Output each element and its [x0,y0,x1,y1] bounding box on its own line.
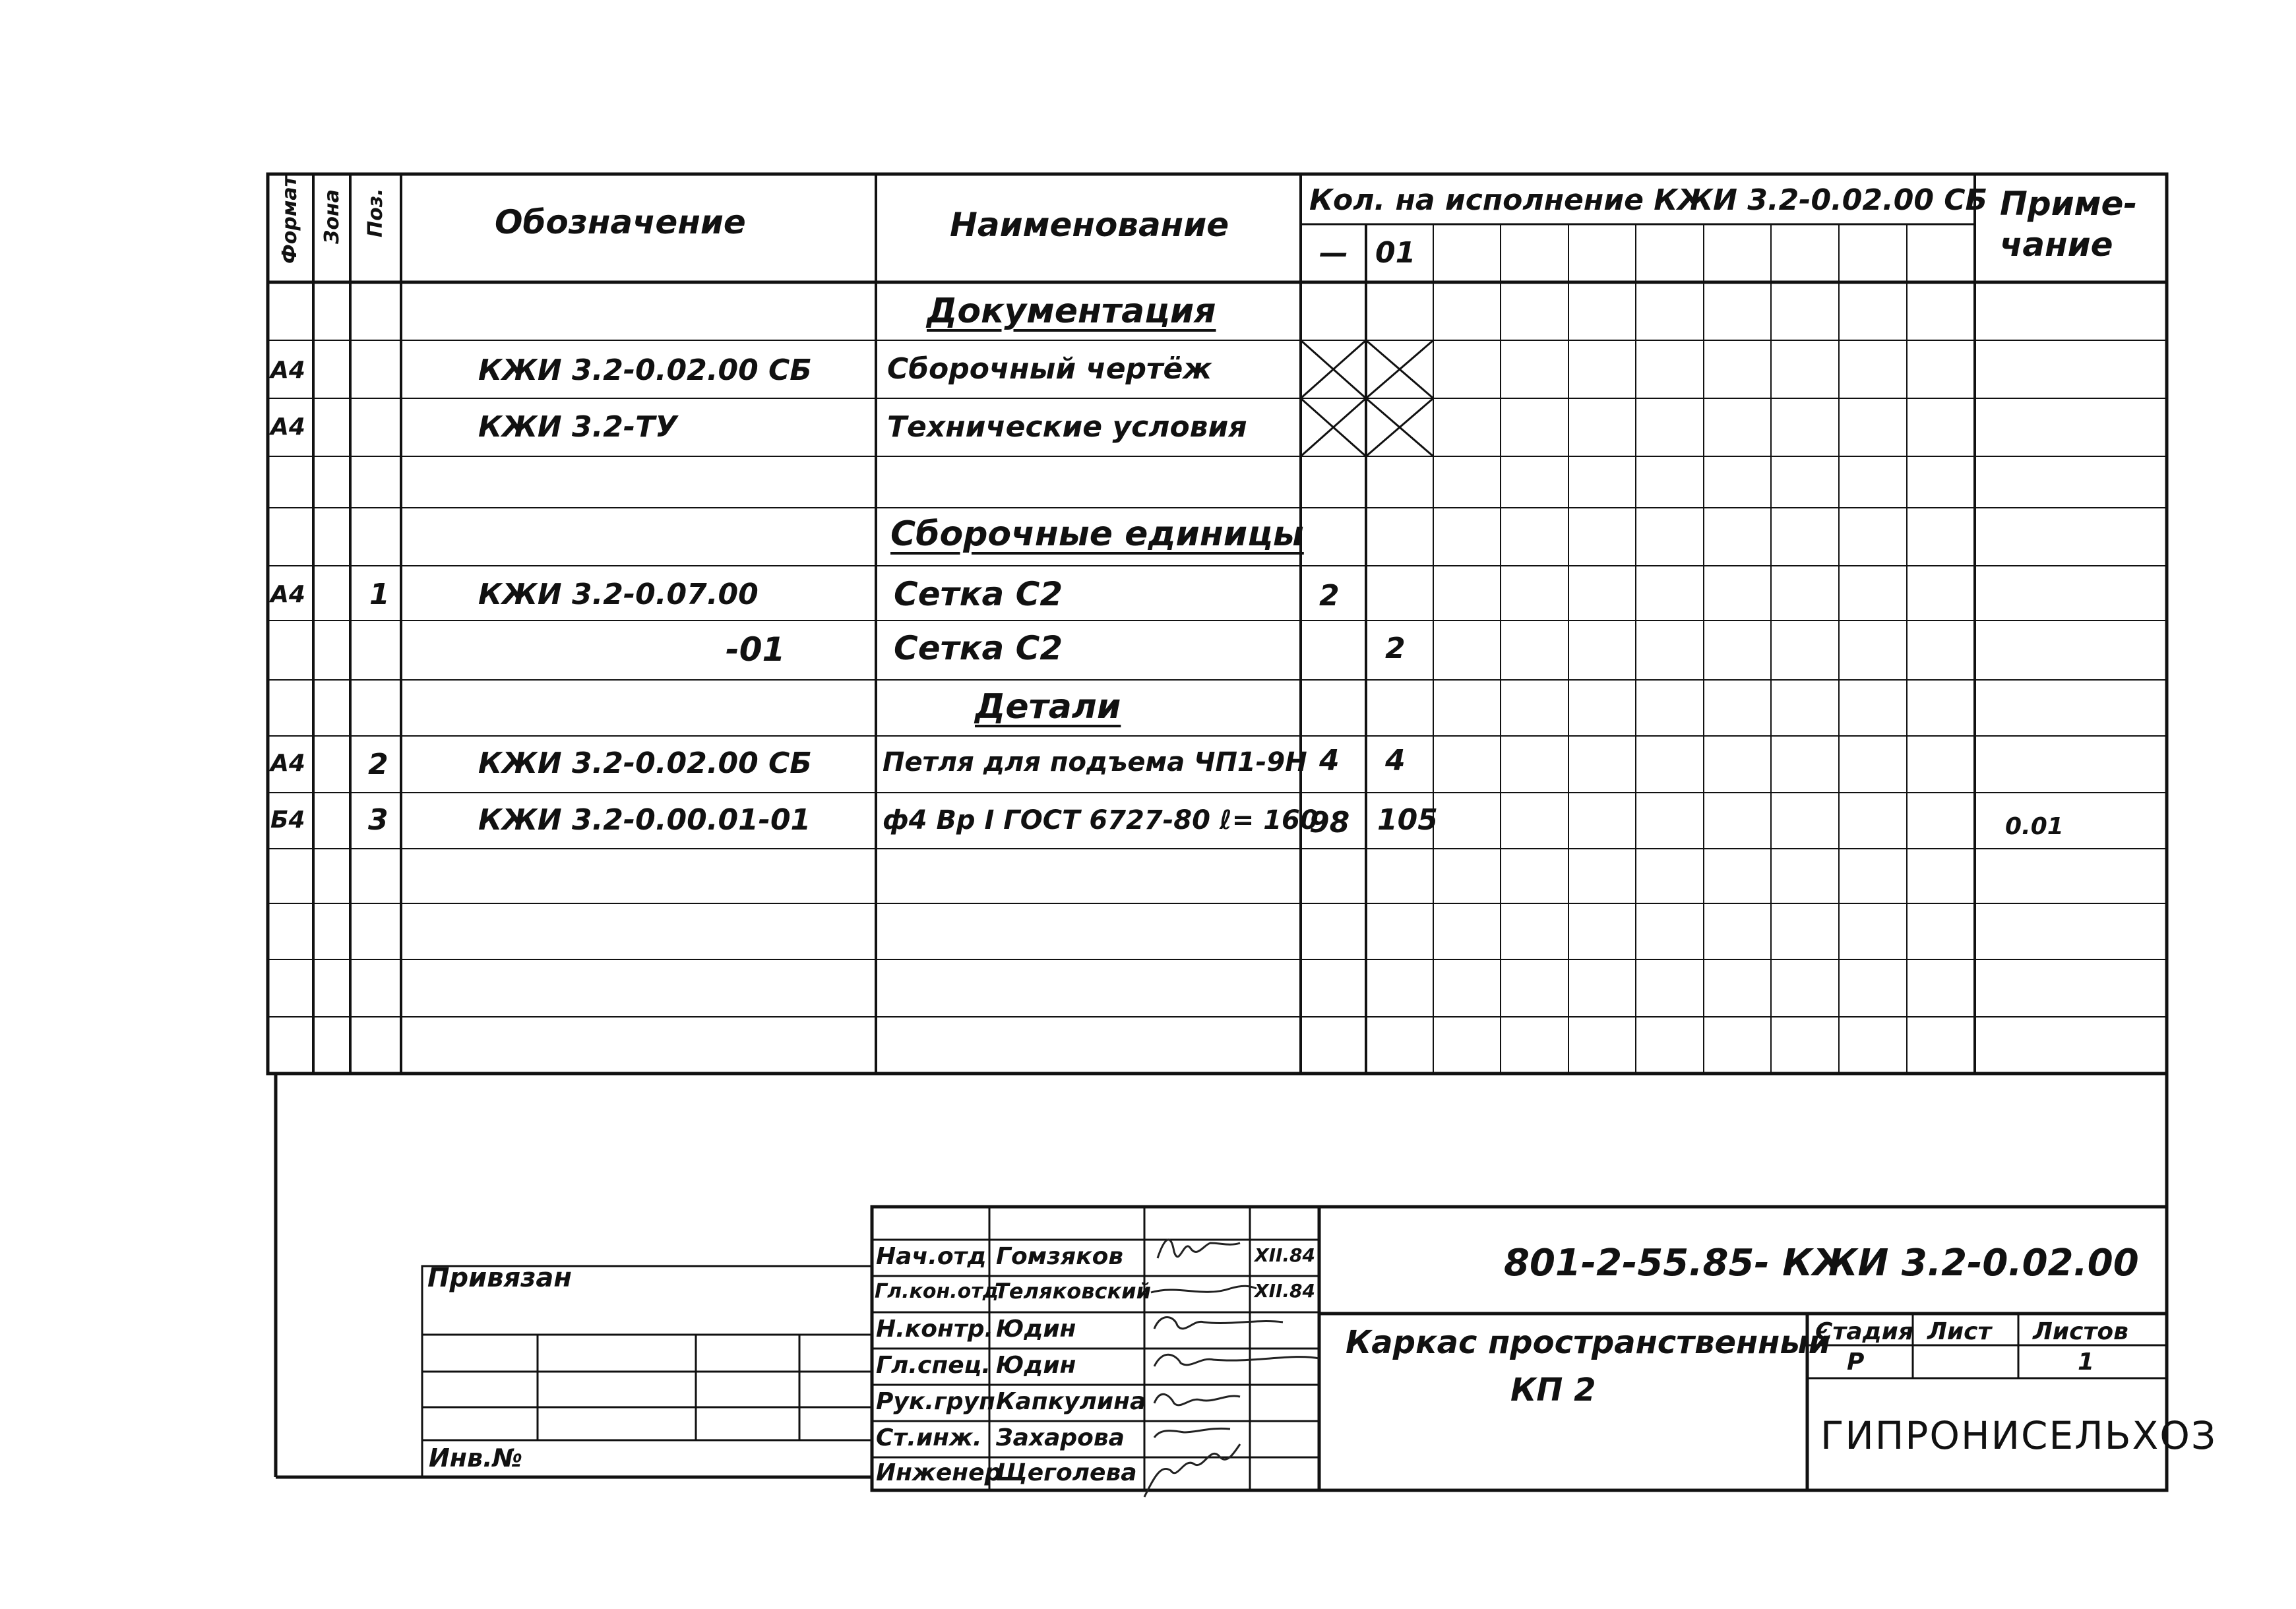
row-note: 0.01 [2005,813,2064,840]
row-name: Сетка С2 [894,629,1063,667]
row-format: А4 [270,750,305,777]
signer-name: Щеголева [996,1459,1137,1486]
section-details: Детали [975,687,1121,727]
row-name: Технические условия [887,410,1247,444]
inventory-number-label: Инв.№ [429,1443,523,1472]
row-qty-variant-01: 105 [1377,803,1438,837]
row-qty-variant-01: 2 [1385,632,1406,665]
row-qty-variant-dash: 98 [1309,806,1350,839]
row-designation: КЖИ 3.2-0.07.00 [478,578,759,611]
row-format: А4 [270,357,305,384]
row-designation: КЖИ 3.2-0.00.01-01 [478,803,811,837]
signer-role: Нач.отд [876,1243,987,1270]
signer-name: Гомзяков [996,1243,1124,1270]
row-position: 2 [368,748,388,781]
signer-name: Капкулина [996,1388,1146,1415]
signer-name: Теляковский [995,1279,1151,1304]
row-name: Сборочный чертёж [887,352,1212,386]
row-qty-variant-01: 4 [1385,744,1406,777]
row-format: А4 [270,413,305,440]
stage-label: Стадия [1815,1318,1913,1345]
row-name: Петля для подъема ЧП1-9Н [883,747,1307,777]
signer-role: Гл.кон.отд [875,1280,999,1303]
quantity-column-header: Кол. на исполнение КЖИ 3.2-0.02.00 СБ [1309,183,1988,217]
signer-role: Ст.инж. [876,1424,982,1451]
row-designation: КЖИ 3.2-0.02.00 СБ [478,353,812,387]
section-assemblies: Сборочные единицы [890,514,1304,554]
section-documentation: Документация [927,291,1216,331]
row-position: 3 [368,803,388,837]
signer-name: Юдин [996,1316,1076,1343]
row-designation: -01 [726,630,786,669]
row-name: Сетка С2 [894,575,1063,613]
product-code: КП 2 [1510,1372,1596,1409]
row-designation: КЖИ 3.2-0.02.00 СБ [478,746,812,780]
row-format: Б4 [270,806,305,834]
row-qty-variant-dash: 2 [1319,579,1340,613]
variant-dash-header: — [1319,236,1348,270]
signer-role: Рук.груп. [876,1388,1005,1415]
bound-label: Привязан [427,1263,573,1293]
designation-column-header: Обозначение [495,203,746,241]
note-column-header-line1: Приме- [2000,185,2138,223]
signer-role: Инженер [876,1459,1002,1486]
row-format: А4 [270,581,305,608]
signer-role: Гл.спец. [876,1352,991,1379]
sign-date: XII.84 [1255,1280,1316,1302]
row-designation: КЖИ 3.2-ТУ [478,410,678,444]
sheet-label: Лист [1927,1318,1992,1345]
format-column-header: Формат [278,175,301,264]
signer-role: Н.контр. [876,1316,994,1343]
organization-name: ГИПРОНИСЕЛЬХОЗ [1820,1413,2218,1458]
row-name: ф4 Вр I ГОСТ 6727-80 ℓ= 160 [883,805,1319,835]
document-code: 801-2-55.85- КЖИ 3.2-0.02.00 [1504,1242,2139,1285]
row-qty-variant-dash: 4 [1319,744,1340,777]
sign-date: XII.84 [1255,1244,1316,1266]
row-position: 1 [369,578,390,611]
note-column-header-line2: чание [2000,226,2113,264]
signer-name: Захарова [996,1424,1125,1451]
sheets-value: 1 [2078,1349,2095,1376]
position-column-header: Поз. [364,188,387,237]
product-name: Каркас пространственный [1346,1324,1831,1361]
zone-column-header: Зона [321,189,344,244]
name-column-header: Наименование [950,206,1229,244]
sheets-label: Листов [2033,1318,2128,1345]
stage-value: Р [1847,1349,1865,1376]
signer-name: Юдин [996,1352,1076,1379]
variant-01-header: 01 [1375,236,1416,270]
